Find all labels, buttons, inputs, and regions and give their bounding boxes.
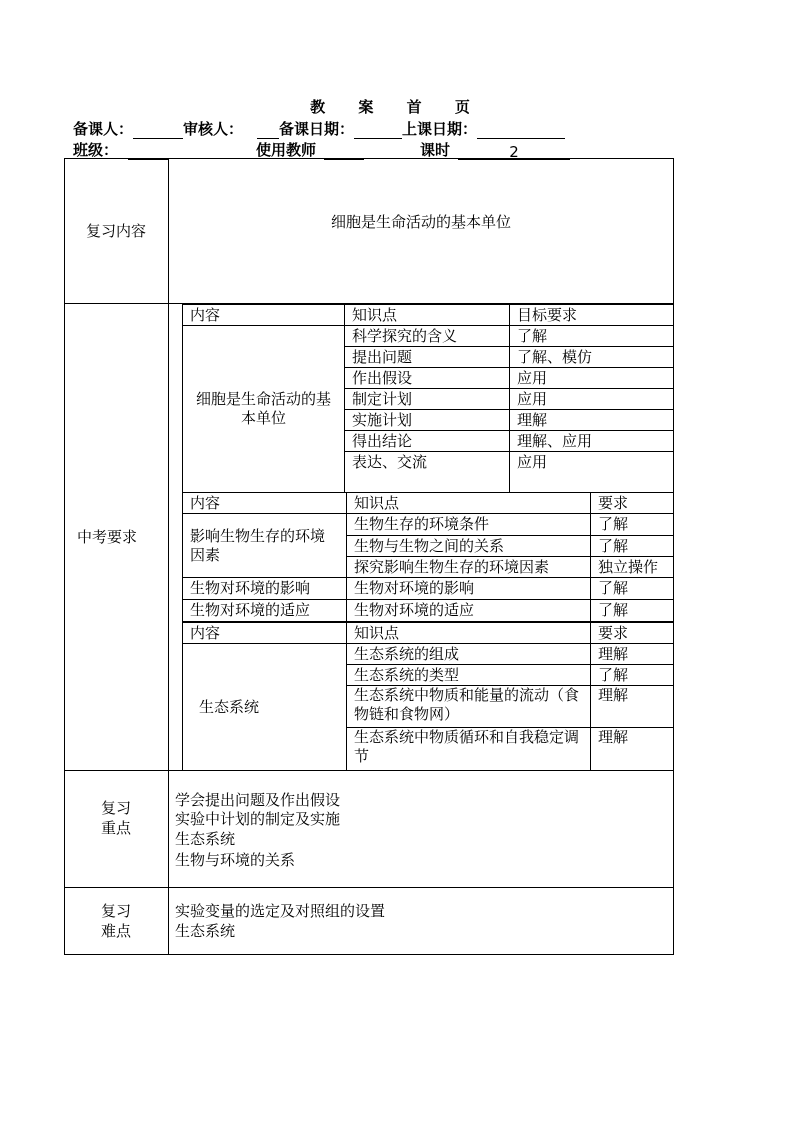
header-knowledge: 知识点 — [347, 623, 591, 644]
table-cell: 理解 — [591, 686, 674, 728]
header-knowledge: 知识点 — [347, 493, 591, 514]
table-cell: 应用 — [510, 452, 674, 493]
prep-date-field[interactable] — [354, 122, 402, 139]
block3-content-cell: 生态系统 — [183, 644, 347, 771]
period-label: 课时 — [420, 141, 451, 159]
table-cell: 了解 — [591, 578, 674, 600]
table-cell: 了解 — [591, 514, 674, 536]
table-cell: 应用 — [510, 368, 674, 389]
table-cell: 理解 — [591, 728, 674, 771]
table-cell: 生物对环境的适应 — [347, 600, 591, 622]
table-cell: 生态系统的组成 — [347, 644, 591, 665]
table-cell: 了解 — [510, 326, 674, 347]
class-date-field[interactable] — [477, 122, 565, 139]
header-requirement: 要求 — [591, 623, 674, 644]
review-content-value: 细胞是生命活动的基本单位 — [330, 213, 511, 231]
difficult-points-label-line1: 复习 — [100, 902, 131, 920]
header-content: 内容 — [183, 623, 347, 644]
reviewer-field[interactable] — [257, 122, 279, 139]
table-cell: 提出问题 — [345, 347, 510, 368]
table-cell: 理解、应用 — [510, 431, 674, 452]
table-cell: 独立操作 — [591, 557, 674, 578]
key-point-item: 学会提出问题及作出假设 — [175, 791, 341, 809]
table-cell: 理解 — [591, 644, 674, 665]
table-cell: 生物生存的环境条件 — [347, 514, 591, 536]
block2-group-content-cell: 影响生物生存的环境因素 — [183, 514, 347, 578]
period-field[interactable]: 2 — [458, 143, 570, 160]
table-cell: 生物与生物之间的关系 — [347, 536, 591, 557]
exam-requirements-label: 中考要求 — [76, 528, 137, 546]
document-title: 教 案 首 页 — [310, 98, 484, 116]
difficult-point-item: 实验变量的选定及对照组的设置 — [175, 902, 386, 920]
table-cell: 表达、交流 — [345, 452, 510, 493]
block1-content-cell: 细胞是生命活动的基本单位 — [183, 326, 345, 493]
class-date-label: 上课日期： — [402, 120, 478, 138]
table-cell: 科学探究的含义 — [345, 326, 510, 347]
preparer-field[interactable] — [133, 122, 183, 139]
exam-table-2 — [182, 492, 674, 622]
table-cell: 探究影响生物生存的环境因素 — [347, 557, 591, 578]
difficult-points-label-line2: 难点 — [100, 922, 131, 940]
key-points-label-line1: 复习 — [100, 799, 131, 817]
key-point-item: 实验中计划的制定及实施 — [175, 810, 341, 828]
preparer-label: 备课人： — [73, 120, 134, 138]
section-divider — [64, 887, 674, 888]
table-cell: 生态系统的类型 — [347, 665, 591, 686]
table-cell: 得出结论 — [345, 431, 510, 452]
table-cell: 理解 — [510, 410, 674, 431]
header-content: 内容 — [183, 305, 345, 326]
header-target: 目标要求 — [510, 305, 674, 326]
table-cell: 实施计划 — [345, 410, 510, 431]
reviewer-label: 审核人： — [183, 120, 244, 138]
meta-row-2 — [73, 139, 570, 160]
table-cell: 生态系统中物质循环和自我稳定调节 — [347, 728, 591, 771]
key-points-label-line2: 重点 — [100, 819, 131, 837]
table-cell: 了解 — [591, 536, 674, 557]
teacher-label: 使用教师 — [256, 141, 317, 159]
review-content-label: 复习内容 — [85, 222, 146, 240]
meta-row-1 — [73, 118, 565, 139]
header-requirement: 要求 — [591, 493, 674, 514]
class-label: 班级： — [73, 141, 119, 159]
key-point-item: 生物与环境的关系 — [175, 851, 296, 869]
column-divider — [168, 158, 169, 955]
table-cell: 了解、模仿 — [510, 347, 674, 368]
table-cell: 生态系统中物质和能量的流动（食物链和食物网） — [347, 686, 591, 728]
table-cell: 了解 — [591, 665, 674, 686]
key-point-item: 生态系统 — [175, 830, 236, 848]
header-knowledge: 知识点 — [345, 305, 510, 326]
header-content: 内容 — [183, 493, 347, 514]
exam-table-1 — [182, 304, 674, 493]
difficult-point-item: 生态系统 — [175, 922, 236, 940]
prep-date-label: 备课日期： — [279, 120, 355, 138]
table-cell: 生物对环境的影响 — [347, 578, 591, 600]
exam-table-3 — [182, 622, 674, 771]
table-cell: 应用 — [510, 389, 674, 410]
table-cell: 作出假设 — [345, 368, 510, 389]
table-cell: 生物对环境的影响 — [183, 578, 347, 600]
table-cell: 了解 — [591, 600, 674, 622]
table-cell: 生物对环境的适应 — [183, 600, 347, 622]
table-cell: 制定计划 — [345, 389, 510, 410]
